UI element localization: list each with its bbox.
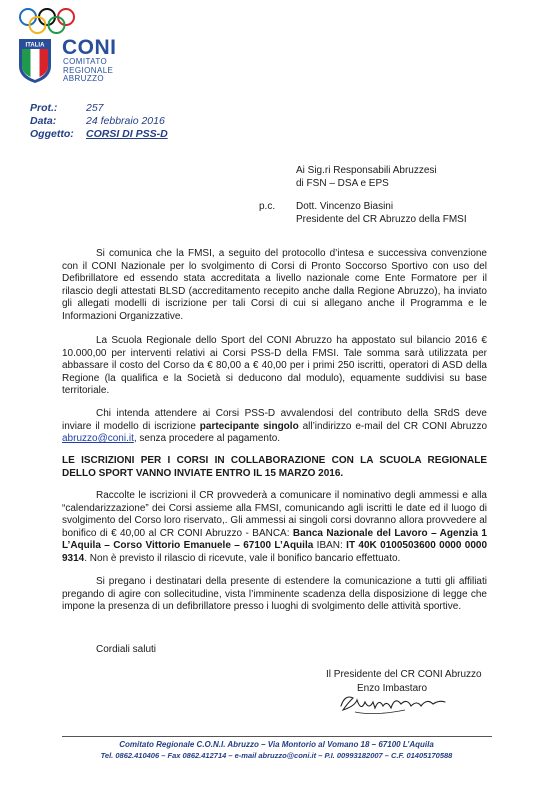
paragraph-application — [62, 408, 487, 446]
text-run: Raccolte le iscrizioni il CR provvederà a comunicare il nominativo degli ammessi e alla “calendarizzazione” dei Corsi assieme alla FMSI, comunicando agli iscritti le date ed il luogo di svolgimento del Corso loro riservato,. Gli ammessi ai singoli corsi dovranno allora provvedere al bonifico di € 40,00 al CR CONI Abruzzo - BANCA: — [62, 490, 487, 539]
prot-value: 257 — [86, 102, 104, 114]
subject-label: Oggetto: — [30, 127, 74, 140]
pc-recipient — [296, 201, 467, 226]
paragraph-budget — [62, 335, 487, 398]
handwritten-signature — [335, 688, 455, 720]
recipients-block — [296, 165, 437, 190]
document-meta — [30, 102, 168, 140]
paragraph-text: Si pregano i destinatari della presente di estendere la comunicazione a tutti gli affiliati pregando di agire con sollecitudine, vista l’imminente scadenza della disposizione di legge che impone la presenza di un defibrillatore presso i luoghi di svolgimento delle attività sportive. — [62, 576, 487, 613]
date-label: Data: — [30, 114, 57, 127]
paragraph-intro — [62, 248, 487, 324]
shield-label: ITALIA — [25, 42, 45, 49]
pc-label: p.c. — [259, 201, 276, 212]
org-subtitle-line: COMITATO — [63, 57, 108, 66]
footer-address: Comitato Regionale C.O.N.I. Abruzzo – Via Montorio al Vomano 18 – 67100 L’Aquila — [119, 740, 434, 749]
prot-label: Prot.: — [30, 102, 58, 114]
recipient-line: Ai Sig.ri Responsabili Abruzzesi — [296, 165, 437, 176]
footer-contacts: Tel. 0862.410406 – Fax 0862.412714 – e-mail abruzzo@coni.it – P.I. 00993182007 – C.F. 01405170588 — [100, 751, 453, 760]
org-name: CONI — [62, 36, 117, 59]
signature-name: Enzo Imbastaro — [357, 683, 428, 694]
text-run: Chi intenda attendere ai Corsi PSS-D avvalendosi del contributo della SRdS deve inviare il modello di iscrizione — [62, 408, 487, 432]
paragraph-text — [62, 408, 487, 446]
salutation: Cordiali saluti — [96, 644, 157, 655]
email-link[interactable]: abruzzo@coni.it — [62, 433, 134, 445]
italia-shield-icon — [18, 38, 52, 84]
text-run: IBAN: — [313, 540, 347, 552]
paragraph-text — [62, 490, 487, 566]
deadline-text: LE ISCRIZIONI PER I CORSI IN COLLABORAZIONE CON LA SCUOLA REGIONALE DELLO SPORT VANNO INVIATE ENTRO IL 15 MARZO 2016. — [62, 455, 487, 479]
paragraph-payment — [62, 490, 487, 566]
date-value: 24 febbraio 2016 — [86, 114, 165, 127]
recipient-line: di FSN – DSA e EPS — [296, 177, 389, 189]
paragraph-text: La Scuola Regionale dello Sport del CONI Abruzzo ha appostato sul bilancio 2016 € 10.000,00 per interventi relativi ai Corsi PSS-D della FMSI. Tale somma sarà utilizzata per abbassare il costo del Corso da € 80,00 a € 40,00 per i primi 250 iscritti, operatori di ASD della Regione (la qualifica e la Società si deducono dal modulo), equamente suddivisi su base territoriale. — [62, 335, 487, 397]
footer-divider — [62, 736, 492, 737]
iban-value: IT 40K 0100503600 0000 0000 9314 — [62, 540, 488, 564]
org-subtitle-line: REGIONALE — [63, 65, 114, 75]
signature-role: Il Presidente del CR CONI Abruzzo — [326, 669, 482, 680]
olympic-rings-logo — [14, 6, 94, 36]
pc-line: Dott. Vincenzo Biasini — [296, 201, 394, 212]
bank-details: Banca Nazionale del Lavoro – Agenzia 1 L’Aquila – Corso Vittorio Emanuele – 67100 L’Aquila — [62, 527, 487, 552]
org-subtitle-line: ABRUZZO — [63, 74, 105, 83]
org-subtitle — [63, 58, 113, 84]
subject-value: CORSI DI PSS-D — [86, 127, 168, 140]
pc-line: Presidente del CR Abruzzo della FMSI — [296, 213, 467, 225]
text-run: . Non è previsto il rilascio di ricevute, vale il bonifico bancario effettuato. — [84, 552, 401, 564]
text-run: all’indirizzo e-mail del CR CONI Abruzzo — [298, 420, 488, 432]
paragraph-text: Si comunica che la FMSI, a seguito del protocollo d’intesa e successiva convenzione con il CONI Nazionale per lo svolgimento di Corsi di Pronto Soccorso Sportivo con uso del Defibrillatore ed essendo stata accreditata a livello nazionale come Ente Formatore per il rilascio degli attestati BLSD (accreditamento recepito anche dalla Regione Abruzzo), ha inviato gli allegati modelli di iscrizione per tali Corsi di cui si allegano anche il Programma e le Informazioni Organizzative. — [62, 248, 487, 322]
text-run: , senza procedere al pagamento. — [133, 433, 281, 445]
participant-type: partecipante singolo — [199, 420, 299, 432]
deadline-notice — [62, 455, 487, 480]
paragraph-closing — [62, 576, 487, 614]
